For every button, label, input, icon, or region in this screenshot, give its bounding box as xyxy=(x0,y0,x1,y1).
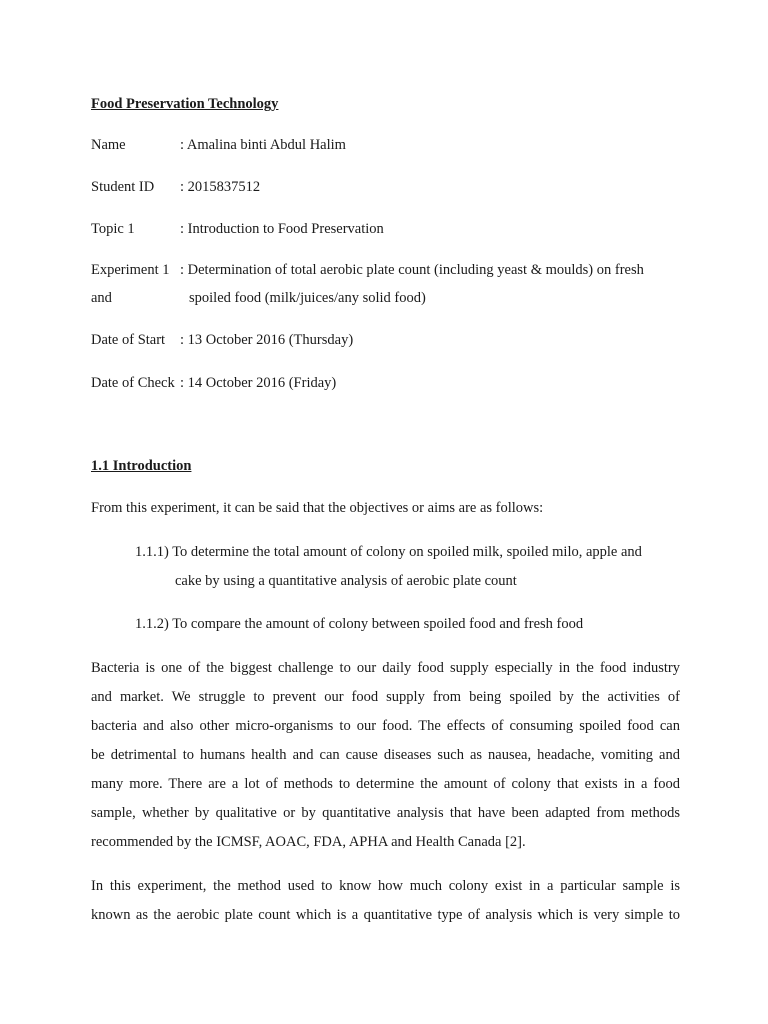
date-check-label: Date of Check xyxy=(91,375,175,391)
paragraph1-line: and market. We struggle to prevent our food supply from being spoiled by the activities of xyxy=(91,689,680,705)
intro-sentence: From this experiment, it can be said that the objectives or aims are as follows: xyxy=(91,500,544,516)
experiment-label-continued: and xyxy=(91,290,112,306)
paragraph1-line: sample, whether by qualitative or by quantitative analysis that have been adapted from methods xyxy=(91,805,680,821)
objective-1-continued: cake by using a quantitative analysis of aerobic plate count xyxy=(175,573,517,589)
objective-1: 1.1.1) To determine the total amount of colony on spoiled milk, spoiled milo, apple and xyxy=(135,544,642,560)
paragraph2-line: In this experiment, the method used to know how much colony exist in a particular sample is xyxy=(91,878,680,894)
student-id-label: Student ID xyxy=(91,179,155,195)
paragraph2-line: known as the aerobic plate count which is a quantitative type of analysis which is very simple to xyxy=(91,907,680,923)
paragraph1-line: Bacteria is one of the biggest challenge to our daily food supply especially in the food industry xyxy=(91,660,680,676)
student-id-value: : 2015837512 xyxy=(180,179,261,195)
experiment-value: : Determination of total aerobic plate count (including yeast & moulds) on fresh xyxy=(180,262,644,278)
date-check-value: : 14 October 2016 (Friday) xyxy=(180,375,337,391)
name-label: Name xyxy=(91,137,126,153)
paragraph1-line: many more. There are a lot of methods to determine the amount of colony that exists in a food xyxy=(91,776,680,792)
document-title: Food Preservation Technology xyxy=(91,96,279,112)
date-start-label: Date of Start xyxy=(91,332,166,348)
paragraph1-line: recommended by the ICMSF, AOAC, FDA, APHA and Health Canada [2]. xyxy=(91,834,526,850)
objective-2: 1.1.2) To compare the amount of colony between spoiled food and fresh food xyxy=(135,616,584,632)
name-value: : Amalina binti Abdul Halim xyxy=(180,137,346,153)
section-heading: 1.1 Introduction xyxy=(91,458,192,474)
experiment-label: Experiment 1 xyxy=(91,262,170,278)
experiment-value-continued: spoiled food (milk/juices/any solid food) xyxy=(189,290,426,306)
paragraph1-line: be detrimental to humans health and can cause diseases such as nausea, headache, vomiting and xyxy=(91,747,680,763)
topic-label: Topic 1 xyxy=(91,221,135,237)
date-start-value: : 13 October 2016 (Thursday) xyxy=(180,332,354,348)
topic-value: : Introduction to Food Preservation xyxy=(180,221,384,237)
paragraph1-line: bacteria and also other micro-organisms to our food. The effects of consuming spoiled food can xyxy=(91,718,680,734)
